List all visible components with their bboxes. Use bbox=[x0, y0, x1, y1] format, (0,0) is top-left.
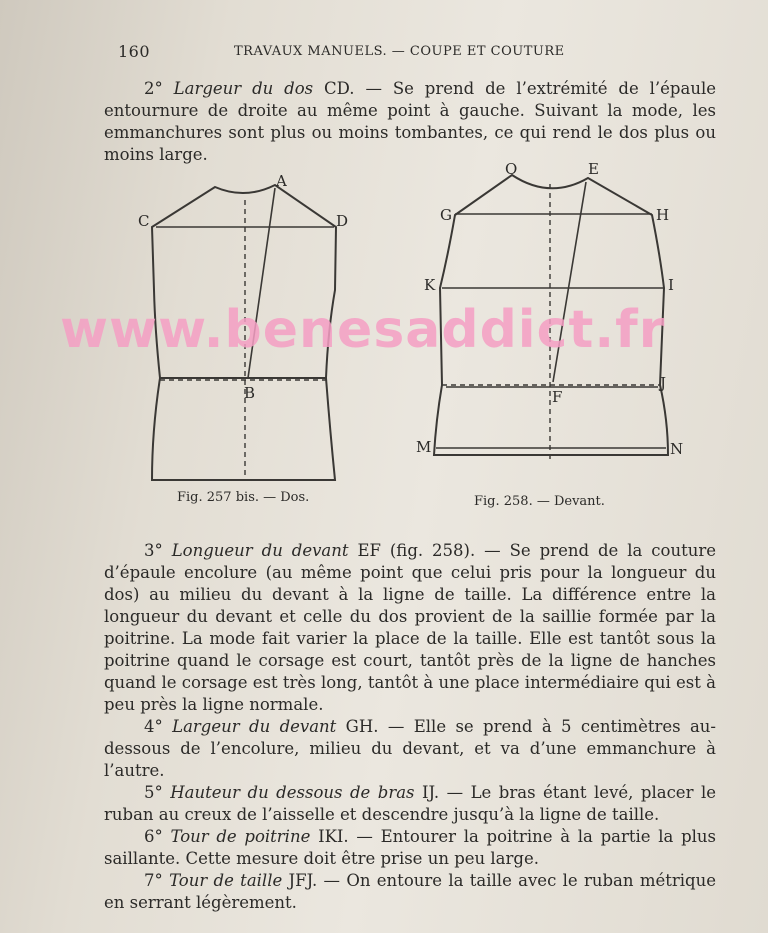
section-number: 2° bbox=[144, 79, 163, 98]
label-b: B bbox=[244, 384, 256, 402]
section-title: Tour de taille bbox=[169, 871, 283, 890]
label-f: F bbox=[552, 388, 563, 406]
section-number: 7° bbox=[144, 871, 163, 890]
label-o: O bbox=[505, 160, 518, 178]
section-body: IJ. — Le bras étant levé, placer le ruban au creux de l’aisselle et descendre jusqu’à la ligne de taille. bbox=[104, 783, 716, 824]
label-h: H bbox=[656, 206, 670, 224]
label-a: A bbox=[276, 172, 287, 190]
section-title: Tour de poitrine bbox=[170, 827, 311, 846]
section-body: CD. — Se prend de l’extrémité de l’épaule entournure de droite au même point à gauche. Suivant la mode, les emmanchures sont plus ou moins tombantes, ce qui rend le dos plus ou moins large. bbox=[104, 79, 716, 164]
section-title: Largeur du devant bbox=[172, 717, 337, 736]
section-body: IKI. — Entourer la poitrine à la partie la plus saillante. Cette mesure doit être prise un peu large. bbox=[104, 827, 717, 868]
label-n: N bbox=[670, 440, 684, 458]
watermark: www.benesaddict.fr bbox=[60, 300, 666, 360]
section-body: GH. — Elle se prend à 5 centimètres au-dessous de l’encolure, milieu du devant, et va d’une emmanchure à l’autre. bbox=[104, 717, 716, 780]
label-i: I bbox=[668, 276, 674, 294]
figure-caption-dos: Fig. 257 bis. — Dos. bbox=[177, 490, 310, 505]
section-body: JFJ. — On entoure la taille avec le ruban métrique en serrant légèrement. bbox=[104, 871, 716, 912]
label-d: D bbox=[336, 212, 349, 230]
label-c: C bbox=[138, 212, 150, 230]
section-hauteur-dessous-bras bbox=[104, 782, 716, 826]
figure-caption-devant: Fig. 258. — Devant. bbox=[474, 494, 605, 509]
section-largeur-dos bbox=[104, 78, 716, 166]
section-longueur-devant bbox=[104, 540, 716, 716]
measurement-sections bbox=[104, 540, 716, 914]
section-title: Hauteur du dessous de bras bbox=[170, 783, 415, 802]
section-largeur-devant bbox=[104, 716, 716, 782]
section-number: 6° bbox=[144, 827, 163, 846]
section-title: Longueur du devant bbox=[171, 541, 349, 560]
section-number: 3° bbox=[144, 541, 163, 560]
section-title: Largeur du dos bbox=[173, 79, 314, 98]
page-number: 160 bbox=[118, 42, 151, 61]
running-title: TRAVAUX MANUELS. — COUPE ET COUTURE bbox=[234, 44, 565, 59]
label-k: K bbox=[424, 276, 436, 294]
section-body: EF (fig. 258). — Se prend de la couture d’épaule encolure (au même point que celui pris pour la longueur du dos) au milieu du devant à la ligne de taille. La différence entre la longueur du devant et celle du dos provient de la saillie formée par la poitrine. La mode fait varier la place de la taille. Elle est tantôt sous la poitrine quand le corsage est court, tantôt près de la ligne de hanches quand le corsage est très long, tantôt à une place intermédiaire qui est à peu près la ligne normale. bbox=[104, 541, 716, 714]
section-tour-poitrine bbox=[104, 826, 716, 870]
section-number: 5° bbox=[144, 783, 163, 802]
label-g: G bbox=[440, 206, 452, 224]
section-number: 4° bbox=[144, 717, 163, 736]
page-header bbox=[118, 42, 618, 64]
label-j: J bbox=[660, 374, 667, 392]
section-tour-taille bbox=[104, 870, 716, 914]
label-e: E bbox=[588, 160, 599, 178]
label-m: M bbox=[416, 438, 432, 456]
